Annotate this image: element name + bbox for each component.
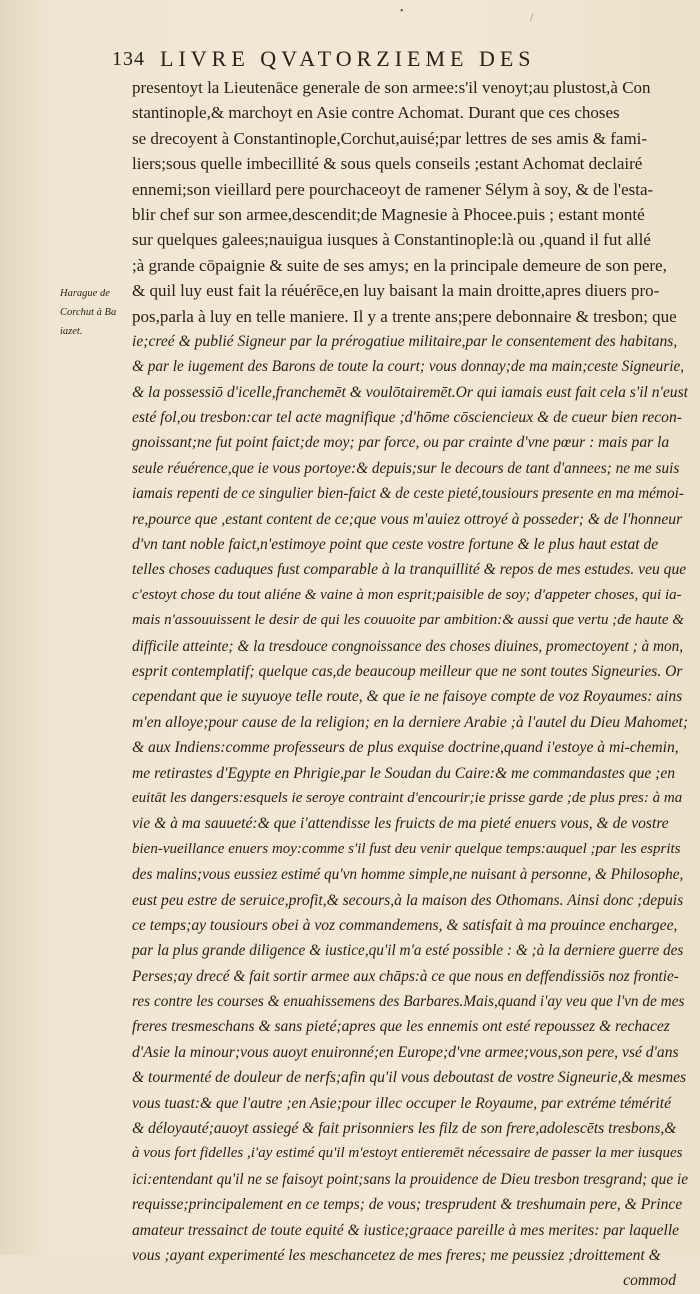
text-line: stantinople,& marchoyt en Asie contre Achomat. Durant que ces choses: [132, 103, 620, 123]
printer-mark: •: [400, 6, 404, 17]
margin-note-line: iazet.: [60, 326, 83, 337]
text-line: par la plus grande diligence & iustice,qu'il m'a esté possible : & ;à la derniere guerre des: [132, 942, 684, 960]
page-number: 134: [112, 48, 145, 70]
text-line: ie;creé & publié Signeur par la prérogatiue militaire,par le consentement des habitans,: [132, 332, 678, 350]
text-line: re,pource que ,estant content de ce;que vous m'auiez ottroyé à posseder; & de l'honneur: [132, 510, 683, 528]
text-line: blir chef sur son armee,descendit;de Magnesie à Phocee.puis ; estant monté: [132, 204, 645, 224]
text-line: freres tresmeschans & sans pieté;apres que les ennemis ont esté repoussez & rechacez: [132, 1018, 670, 1036]
text-line: Perses;ay drecé & fait sortir armee aux chāps:à ce que nous en deffendissiōs noz frontie-: [132, 967, 679, 985]
text-line: & quil luy eust fait la réuérēce,en luy baisant la main droitte,apres diuers pro-: [132, 281, 660, 301]
text-line: & par le iugement des Barons de toute la court; vous donnay;de ma main;ceste Signeurie,: [132, 358, 685, 376]
text-line: commod: [623, 1272, 676, 1290]
text-line: seule réuérence,que ie vous portoye:& depuis;sur le decours de tant d'annees; ne me suis: [132, 459, 680, 477]
body-text: [132, 75, 688, 1294]
text-line: telles choses caduques fust comparable à la tranquillité & repos de mes estudes. veu que: [132, 561, 687, 579]
text-line: liers;sous quelle imbecillité & sous quels conseils ;estant Achomat declairé: [132, 154, 643, 174]
text-line: amateur tressainct de toute equité & iustice;graace pareille à mes merites: par laquelle: [132, 1221, 680, 1239]
running-head: LIVRE QVATORZIEME DES: [160, 46, 536, 71]
text-line: se drecoyent à Constantinople,Corchut,auisé;par lettres de ses amis & fami-: [132, 128, 648, 148]
text-line: c'estoyt chose du tout aliéne & vaine à mon esprit;paisible de soy; d'appeter choses, qui ia-: [132, 586, 682, 603]
margin-note-line: Harague de: [60, 288, 110, 299]
text-line: cependant que ie suyuoye telle route, & que ie ne faisoye compte de voz Royaumes: ains: [132, 688, 683, 706]
text-line: difficile atteinte; & la tresdouce congnoissance des choses diuines, promectoyent ; à mon,: [132, 637, 684, 655]
margin-note-line: Corchut à Ba: [60, 307, 117, 318]
text-line: esprit contemplatif; quelque cas,de beaucoup meilleur que ne sont toutes Signeuries. Or: [132, 662, 683, 680]
text-line: pos,parla à luy en telle maniere. Il y a trente ans;pere debonnaire & tresbon; que: [132, 306, 677, 326]
text-line: ce temps;ay tousiours obei à voz commandemens, & satisfait à ma prouince enchargee,: [132, 916, 678, 934]
text-line: euitāt les dangers:esquels ie seroye contraint d'encourir;ie prisse garde ;de plus pres: à ma: [132, 789, 683, 806]
text-line: ;à grande cōpaignie & suite de ses amys; en la principale demeure de son pere,: [132, 255, 667, 275]
text-line: requisse;principalement en ce temps; de vous; tresprudent & treshumain pere, & Prince: [132, 1196, 683, 1214]
text-line: ennemi;son vieillard pere pourchaceoyt de ramener Sélym à soy, & de l'esta-: [132, 179, 654, 199]
text-line: gnoissant;ne fut point faict;de moy; par force, ou par crainte d'vne pœur : mais par la: [132, 434, 670, 452]
text-line: m'en alloye;pour cause de la religion; en la derniere Arabie ;à l'autel du Dieu Mahomet;: [132, 713, 688, 731]
page-header: [112, 44, 692, 74]
text-line: ici:entendant qu'il ne se faisoyt point;sans la prouidence de Dieu tresbon tresgrand; que ie: [132, 1170, 688, 1188]
text-line: d'vn tant noble faict,n'estimoye point que ceste vostre fortune & le plus haut estat de: [132, 536, 659, 554]
text-line: esté fol,ou tresbon:car tel acte magnifique ;d'hōme cōsciencieux & de cueur bien recon-: [132, 409, 682, 427]
printer-mark-2: /: [530, 10, 534, 24]
text-line: vous ;ayant experimenté les meschancetez de mes freres; me peussiez ;droittement &: [132, 1246, 661, 1264]
text-line: à vous fort fidelles ,i'ay estimé qu'il m'estoyt entieremēt nécessaire de passer la mer iusques: [132, 1145, 683, 1162]
text-line: eust peu estre de seruice,profit,& secours,à la maison des Othomans. Ainsi donc ;depuis: [132, 891, 684, 909]
text-line: vous tuast:& que l'autre ;en Asie;pour illec occuper le Royaume, par extréme témérité: [132, 1094, 671, 1112]
text-line: & la possessiō d'icelle,franchemēt & voulōtairemēt.Or qui iamais eust fait cela s'il n'eust: [132, 383, 688, 401]
text-line: iamais repenti de ce singulier bien-faict & de ceste pieté,tousiours presente en ma mémoi-: [132, 485, 684, 503]
margin-note: [60, 284, 132, 341]
text-line: presentoyt la Lieutenāce generale de son armee:s'il venoyt;au plustost,à Con: [132, 78, 651, 97]
text-line: sur quelques galees;nauigua iusques à Constantinople:là ou ,quand il fut allé: [132, 230, 651, 250]
text-line: vie & à ma sauueté:& que i'attendisse les fruicts de ma pieté enuers vous, & de vostre: [132, 815, 669, 833]
text-line: mais n'assouuissent le desir de qui les couuoite par ambition:& aussi que vertu ;de haute &: [132, 612, 684, 629]
text-line: & déloyauté;auoyt assiegé & fait prisonniers les filz de son frere,adolescēts tresbons,&: [132, 1120, 677, 1138]
text-line: me retirastes d'Egypte en Phrigie,par le Soudan du Caire:& me commandastes que ;en: [132, 764, 676, 782]
text-line: & tourmenté de douleur de nerfs;afin qu'il vous deboutast de vostre Signeurie,& mesmes: [132, 1069, 687, 1087]
text-line: & aux Indiens:comme professeurs de plus exquise doctrine,quand i'estoye à mi-chemin,: [132, 739, 679, 757]
text-line: bien-vueillance enuers moy:comme s'il fust deu venir quelque temps:auquel ;par les esprits: [132, 840, 681, 857]
text-line: des malins;vous eussiez estimé qu'vn homme simple,ne nuisant à personne, & Philosophe,: [132, 866, 684, 884]
text-line: d'Asie la minour;vous auoyt enuironné;en Europe;d'vne armee;vous,son pere, vsé d'ans: [132, 1043, 679, 1061]
text-line: res contre les courses & enuahissemens des Barbares.Mais,quand i'ay veu que l'vn de mes: [132, 993, 685, 1011]
